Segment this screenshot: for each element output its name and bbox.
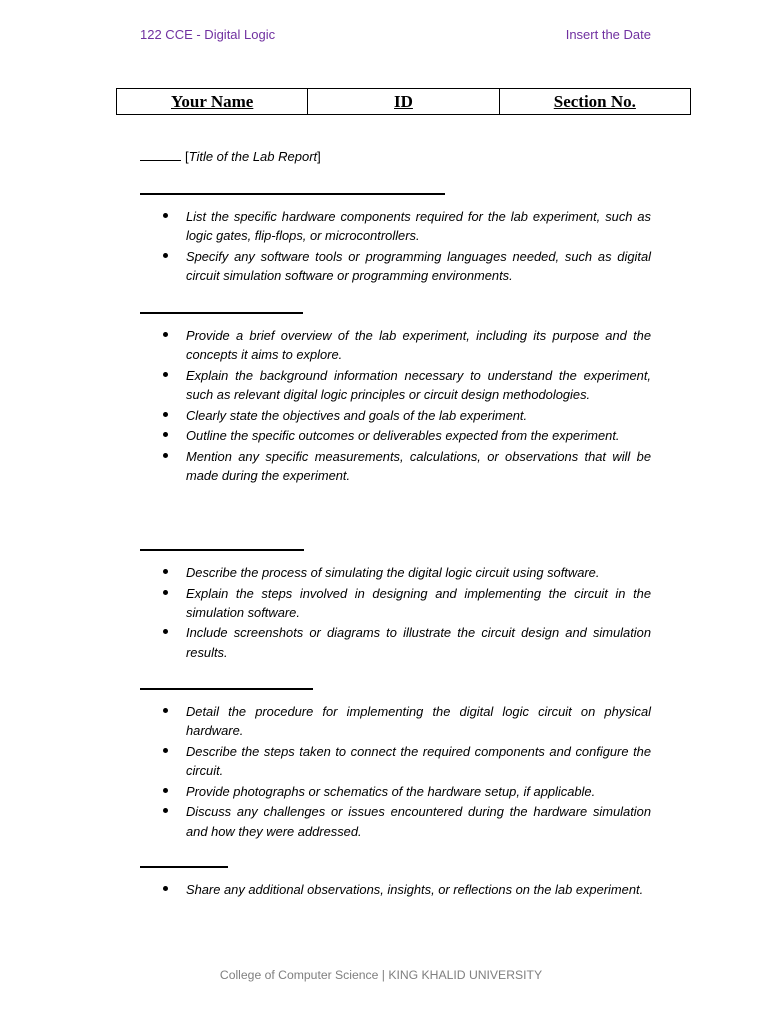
bullet-icon <box>163 708 168 713</box>
list-item: Describe the process of simulating the digital logic circuit using software. <box>140 563 651 582</box>
list-item: Clearly state the objectives and goals of the lab experiment. <box>140 406 651 425</box>
bullet-icon <box>163 629 168 634</box>
list-item: Outline the specific outcomes or deliverables expected from the experiment. <box>140 426 651 445</box>
title-number-blank <box>140 148 181 161</box>
page-footer: College of Computer Science | KING KHALID UNIVERSITY <box>219 968 543 982</box>
list-item: Provide a brief overview of the lab experiment, including its purpose and the concepts it aims to explore. <box>140 326 651 365</box>
section-list-5 <box>140 880 651 901</box>
bullet-icon <box>163 432 168 437</box>
bullet-icon <box>163 253 168 258</box>
section-heading-line <box>140 549 304 551</box>
bullet-icon <box>163 569 168 574</box>
section-heading-line <box>140 193 445 195</box>
bullet-icon <box>163 213 168 218</box>
list-item: List the specific hardware components required for the lab experiment, such as logic gates, flip-flops, or microcontrollers. <box>140 207 651 246</box>
list-item: Include screenshots or diagrams to illustrate the circuit design and simulation results. <box>140 623 651 662</box>
bullet-icon <box>163 748 168 753</box>
section-header-cell: Section No. <box>499 89 690 115</box>
list-item: Describe the steps taken to connect the required components and configure the circuit. <box>140 742 651 781</box>
list-item: Mention any specific measurements, calculations, or observations that will be made during the experiment. <box>140 447 651 486</box>
section-list-2 <box>140 326 651 487</box>
bullet-icon <box>163 590 168 595</box>
bullet-icon <box>163 788 168 793</box>
list-item: Specify any software tools or programming languages needed, such as digital circuit simulation software or programming environments. <box>140 247 651 286</box>
list-item: Explain the background information necessary to understand the experiment, such as relevant digital logic principles or circuit design methodologies. <box>140 366 651 405</box>
section-heading-line <box>140 688 313 690</box>
id-header-cell: ID <box>308 89 499 115</box>
name-header-cell: Your Name <box>117 89 308 115</box>
list-item: Share any additional observations, insights, or reflections on the lab experiment. <box>140 880 651 899</box>
bullet-icon <box>163 372 168 377</box>
header-date: Insert the Date <box>565 27 651 42</box>
header-course: 122 CCE - Digital Logic <box>140 27 276 42</box>
report-title: Title of the Lab Report <box>188 149 318 164</box>
list-item: Discuss any challenges or issues encountered during the hardware simulation and how they were addressed. <box>140 802 651 841</box>
section-heading-line <box>140 866 228 868</box>
bullet-icon <box>163 886 168 891</box>
list-item: Provide photographs or schematics of the hardware setup, if applicable. <box>140 782 651 801</box>
student-info-table <box>116 88 691 115</box>
section-heading-line <box>140 312 303 314</box>
section-list-4 <box>140 702 651 842</box>
bullet-icon <box>163 808 168 813</box>
list-item: Explain the steps involved in designing and implementing the circuit in the simulation software. <box>140 584 651 623</box>
bullet-icon <box>163 332 168 337</box>
section-list-1 <box>140 207 651 287</box>
bullet-icon <box>163 412 168 417</box>
section-list-3 <box>140 563 651 663</box>
list-item: Detail the procedure for implementing the digital logic circuit on physical hardware. <box>140 702 651 741</box>
bullet-icon <box>163 453 168 458</box>
report-title-line: [Title of the Lab Report] <box>140 148 321 165</box>
